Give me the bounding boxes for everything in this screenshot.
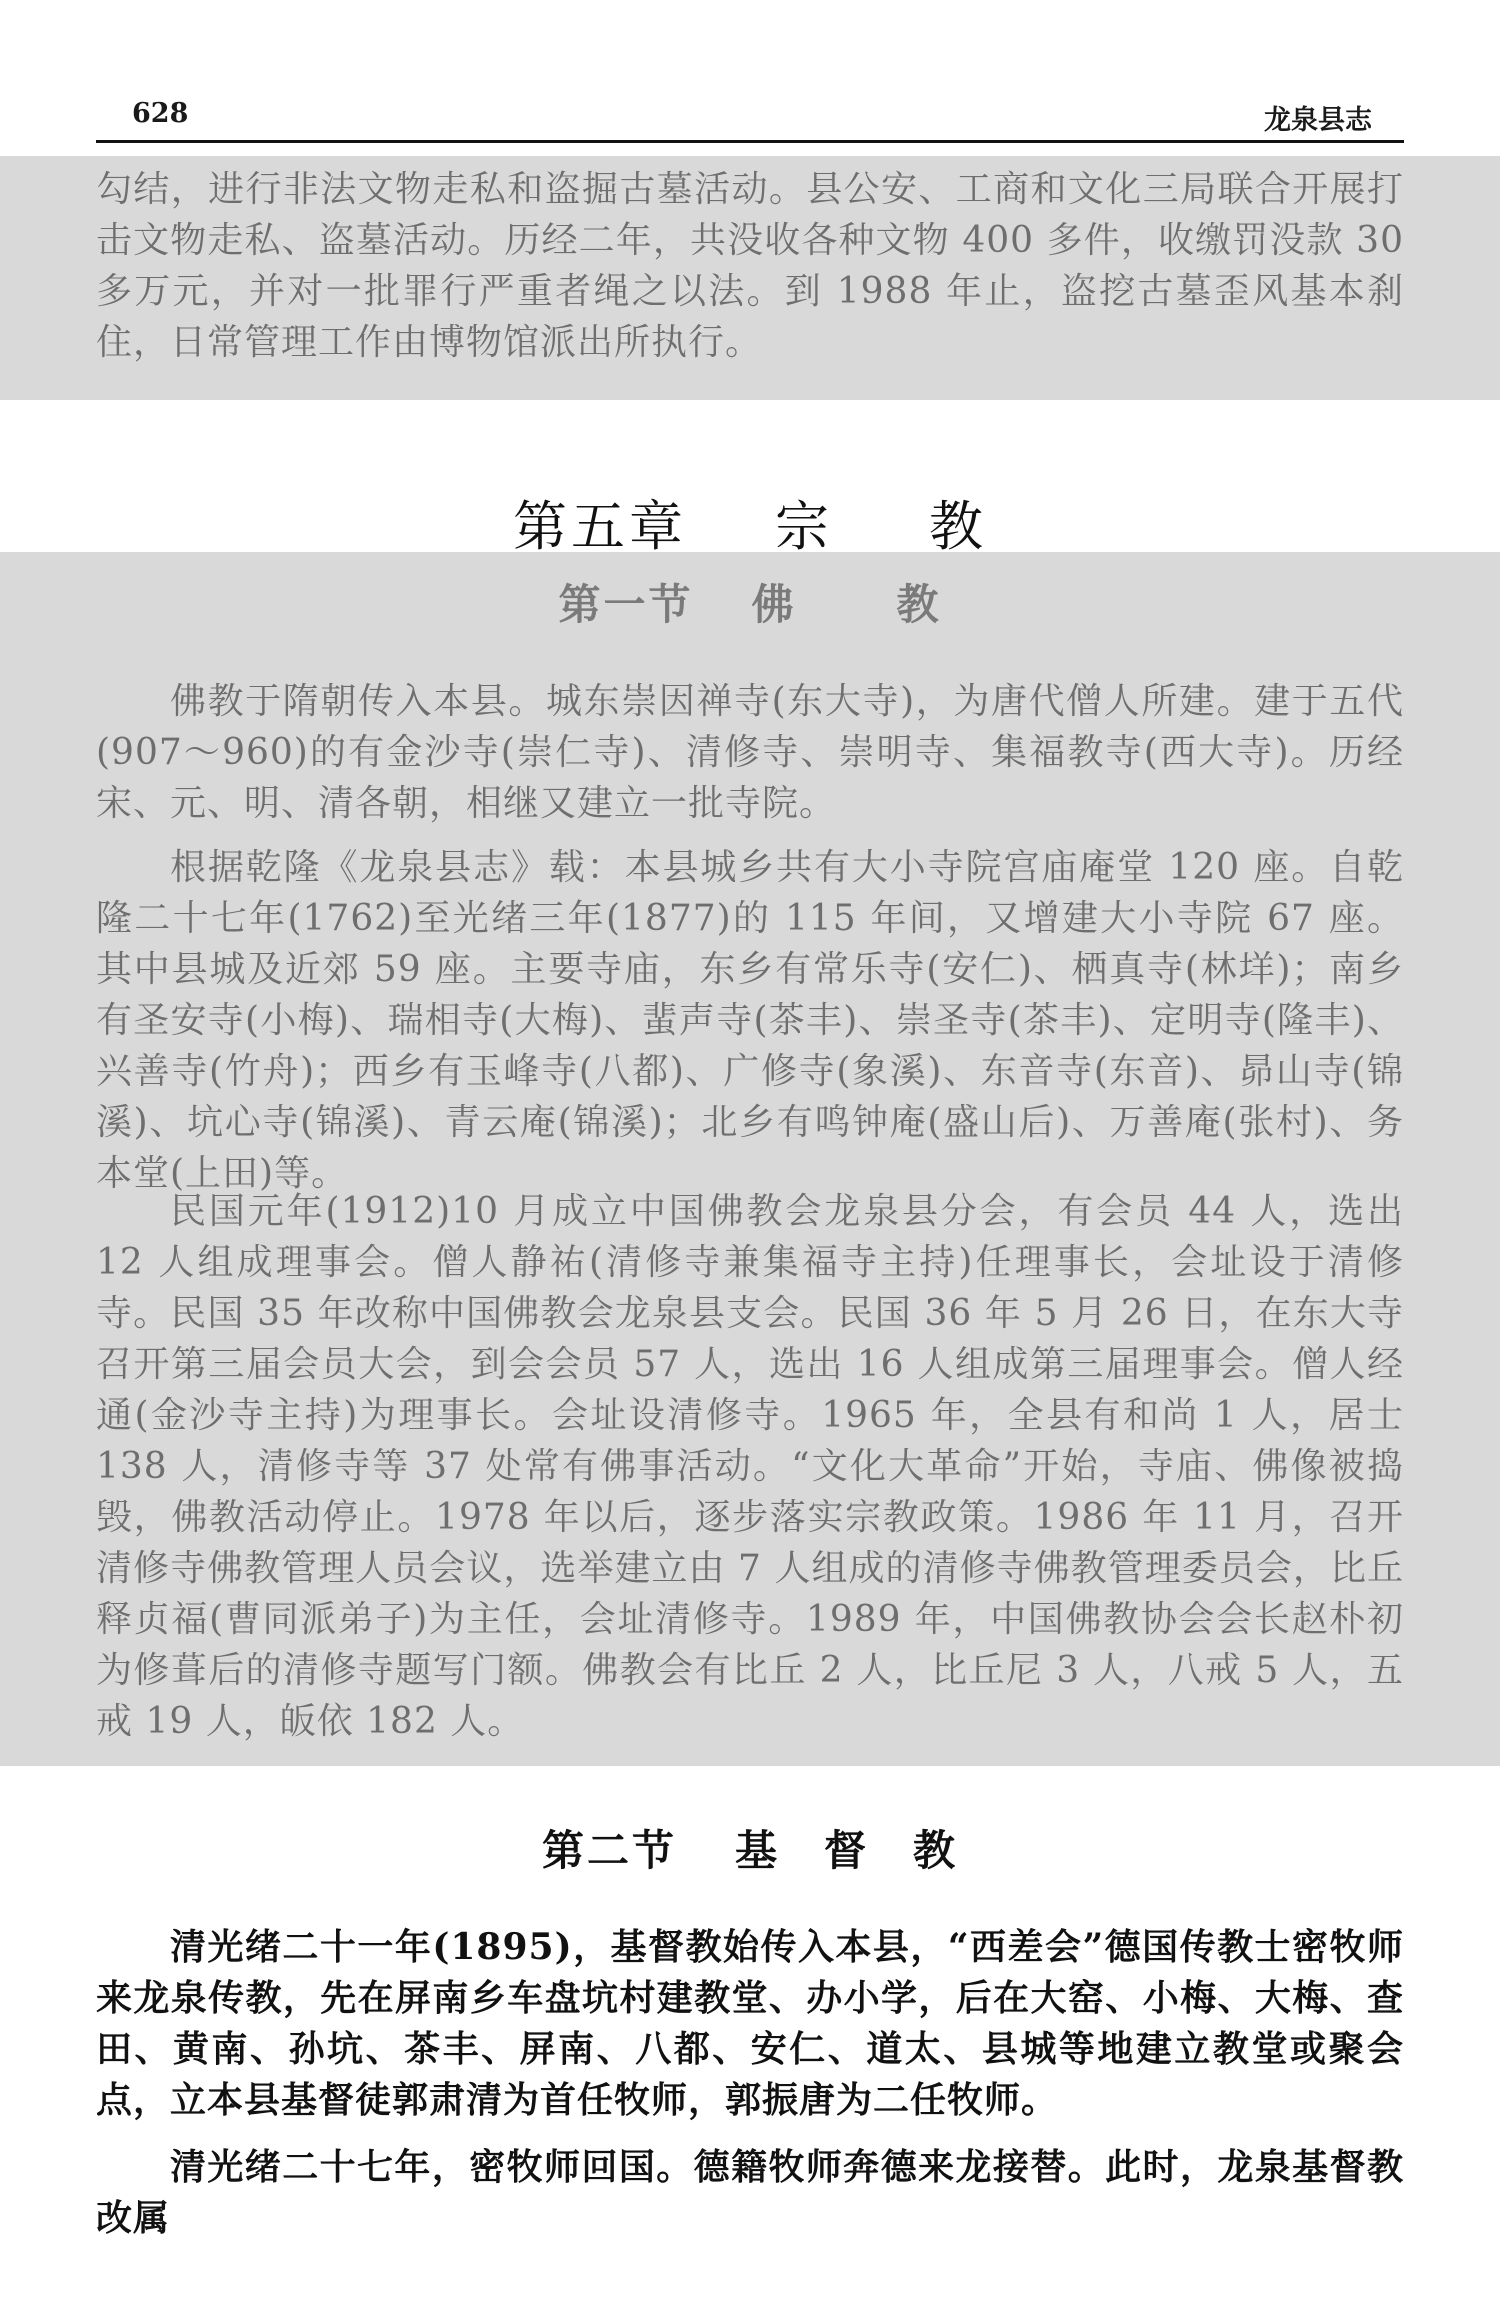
section-2-title-char-3: 教 bbox=[913, 1826, 959, 1875]
section-1-paragraph: 根据乾隆《龙泉县志》载：本县城乡共有大小寺院宫庙庵堂 120 座。自乾隆二十七年(1762)至光绪三年(1877)的 115 年间，又增建大小寺院 67 座。其中县城及近郊 59 座。主要寺庙，东乡有常乐寺(安仁)、栖真寺(林垟)；南乡有圣安寺(小梅)、瑞相寺(大梅)、蜚声寺(茶丰)、崇圣寺(茶丰)、定明寺(隆丰)、兴善寺(竹舟)；西乡有玉峰寺(八都)、广修寺(象溪)、东音寺(东音)、昴山寺(锦溪)、坑心寺(锦溪)、青云庵(锦溪)；北乡有鸣钟庵(盛山后)、万善庵(张村)、务本堂(上田)等。 bbox=[96, 847, 1404, 1194]
page-header bbox=[96, 88, 1404, 143]
section-2-title-char-1: 基 bbox=[734, 1826, 780, 1875]
chapter-title-char-2: 教 bbox=[929, 495, 987, 559]
chapter-title-char-1: 宗 bbox=[775, 495, 833, 559]
section-2-number: 第二节 bbox=[541, 1826, 677, 1875]
section-1-paragraph: 佛教于隋朝传入本县。城东崇因禅寺(东大寺)，为唐代僧人所建。建于五代(907～960)的有金沙寺(崇仁寺)、清修寺、崇明寺、集福教寺(西大寺)。历经宋、元、明、清各朝，相继又建立一批寺院。 bbox=[96, 681, 1404, 824]
section-2-title-char-2: 督 bbox=[824, 1826, 870, 1875]
section-2-paragraph: 清光绪二十一年(1895)，基督教始传入本县，“西差会”德国传教士密牧师来龙泉传教，先在屏南乡车盘坑村建教堂、办小学，后在大窑、小梅、大梅、查田、黄南、孙坑、茶丰、屏南、八都、安仁、道太、县城等地建立教堂或聚会点，立本县基督徒郭肃清为首任牧师，郭振唐为二任牧师。 bbox=[96, 1926, 1404, 2121]
section-1-title bbox=[0, 572, 1500, 632]
intro-paragraph: 勾结，进行非法文物走私和盗掘古墓活动。县公安、工商和文化三局联合开展打击文物走私、盗墓活动。历经二年，共没收各种文物 400 多件，收缴罚没款 30 多万元，并对一批罪行严重者绳之以法。到 1988 年止，盗挖古墓歪风基本刹住，日常管理工作由博物馆派出所执行。 bbox=[96, 169, 1404, 363]
chapter-number: 第五章 bbox=[513, 495, 687, 559]
section-1-title-char-2: 教 bbox=[896, 580, 942, 629]
section-2-title bbox=[0, 1818, 1500, 1878]
section-1-number: 第一节 bbox=[558, 580, 694, 629]
running-title: 龙泉县志 bbox=[1264, 105, 1372, 136]
section-1-title-char-1: 佛 bbox=[751, 580, 797, 629]
page-number: 628 bbox=[132, 98, 189, 129]
chapter-title bbox=[0, 484, 1500, 561]
section-1-paragraph: 民国元年(1912)10 月成立中国佛教会龙泉县分会，有会员 44 人，选出 12 人组成理事会。僧人静祐(清修寺兼集福寺主持)任理事长，会址设于清修寺。民国 35 年改称中国佛教会龙泉县支会。民国 36 年 5 月 26 日，在东大寺召开第三届会员大会，到会会员 57 人，选出 16 人组成第三届理事会。僧人经通(金沙寺主持)为理事长。会址设清修寺。1965 年，全县有和尚 1 人，居士 138 人，清修寺等 37 处常有佛事活动。“文化大革命”开始，寺庙、佛像被捣毁，佛教活动停止。1978 年以后，逐步落实宗教政策。1986 年 11 月，召开清修寺佛教管理人员会议，选举建立由 7 人组成的清修寺佛教管理委员会，比丘释贞福(曹同派弟子)为主任，会址清修寺。1989 年，中国佛教协会会长赵朴初为修葺后的清修寺题写门额。佛教会有比丘 2 人，比丘尼 3 人，八戒 5 人，五戒 19 人，皈依 182 人。 bbox=[96, 1191, 1404, 1742]
section-2-paragraph: 清光绪二十七年，密牧师回国。德籍牧师奔德来龙接替。此时，龙泉基督教改属 bbox=[96, 2146, 1404, 2239]
